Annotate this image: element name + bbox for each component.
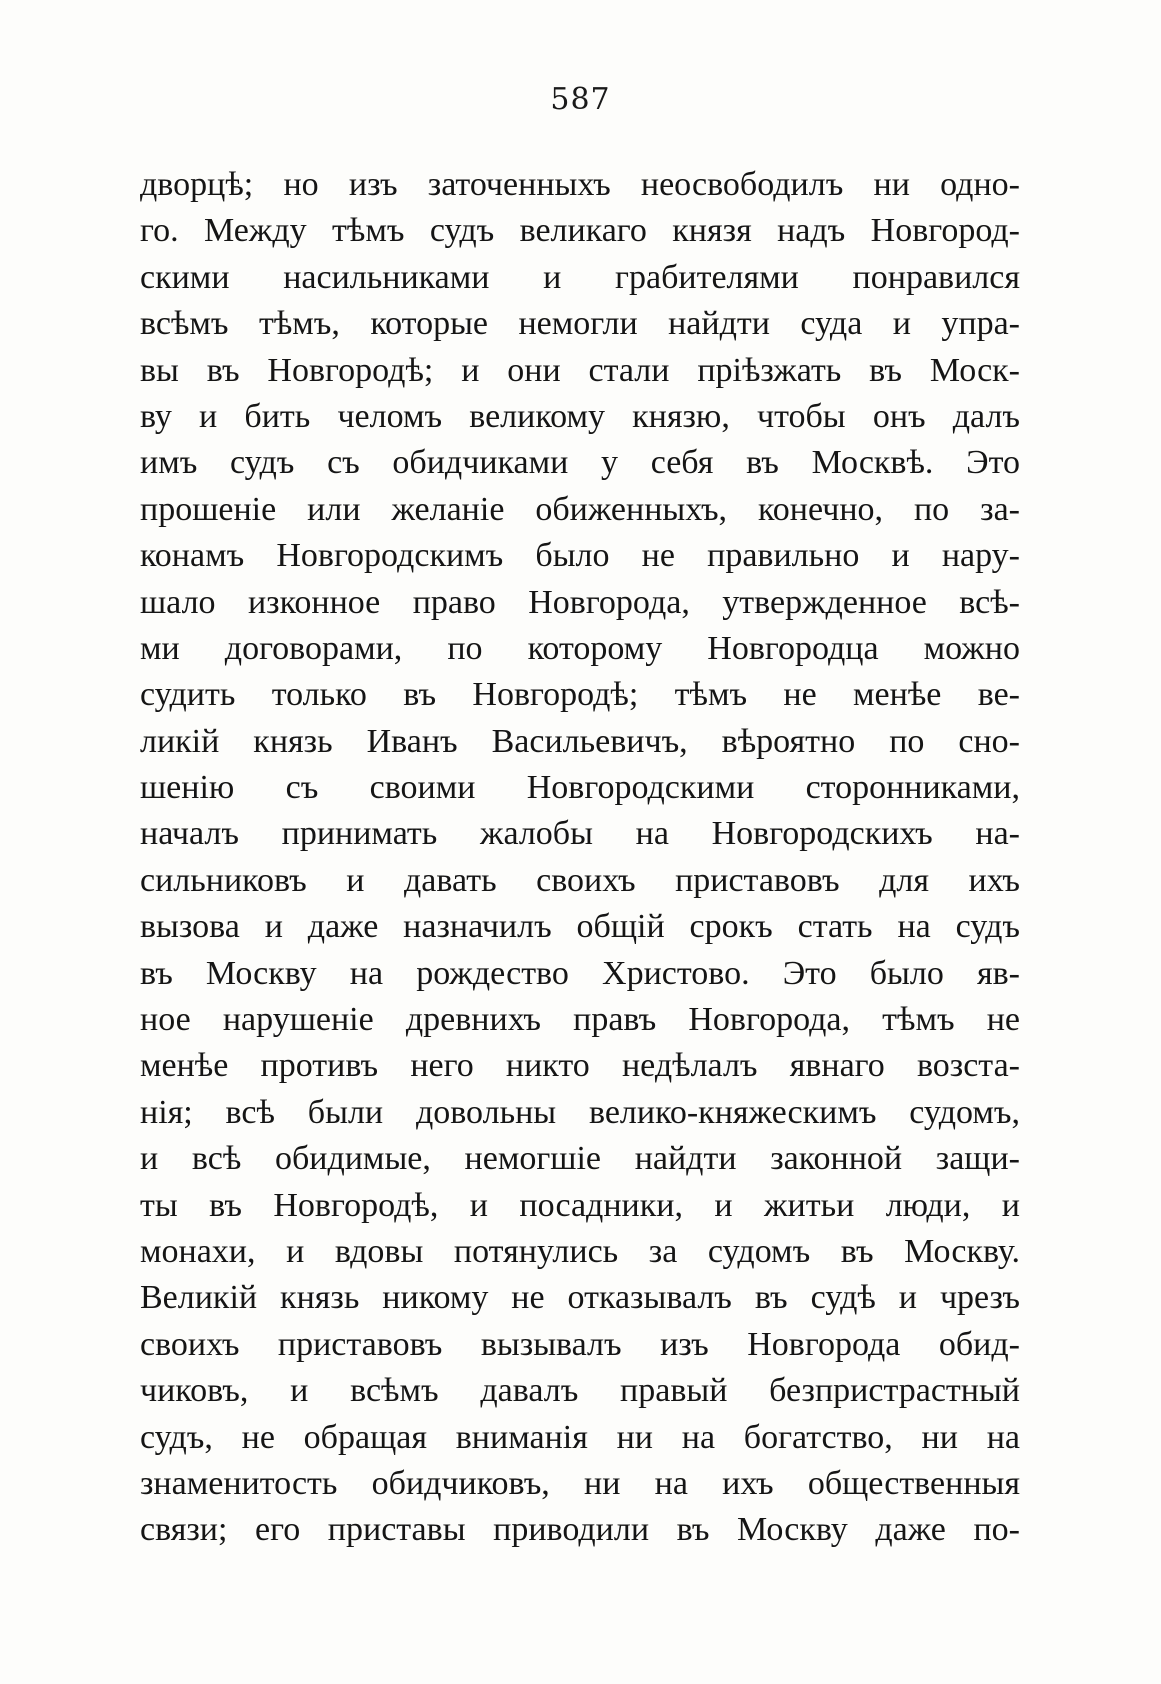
text-line: сильниковъ и давать своихъ приставовъ для ихъ: [140, 861, 1020, 899]
text-line: ликiй князь Иванъ Васильевичъ, вѣроятно по сно-: [140, 722, 1020, 760]
page-number: 587: [550, 82, 611, 117]
text-line: нiя; всѣ были довольны велико-княжескимъ судомъ,: [140, 1093, 1020, 1131]
text-line: и всѣ обидимые, немогшiе найдти законной защи-: [140, 1140, 1020, 1178]
text-line: ты въ Новгородѣ, и посадники, и житьи люди, и: [140, 1186, 1020, 1224]
text-line: прошенiе или желанiе обиженныхъ, конечно, по за-: [140, 490, 1020, 528]
text-line: связи; его приставы приводили въ Москву даже по-: [140, 1511, 1020, 1549]
text-line: шенiю съ своими Новгородскими сторонниками,: [140, 769, 1020, 807]
text-line: монахи, и вдовы потянулись за судомъ въ Москву.: [140, 1232, 1020, 1270]
text-line: имъ судъ съ обидчиками у себя въ Москвѣ. Это: [140, 444, 1020, 482]
text-line: знаменитость обидчиковъ, ни на ихъ общественныя: [140, 1464, 1020, 1502]
text-line: менѣе противъ него никто недѣлалъ явнаго возста-: [140, 1047, 1020, 1085]
body-text: [140, 162, 1020, 1554]
text-line: ное нарушенiе древнихъ правъ Новгорода, тѣмъ не: [140, 1001, 1020, 1039]
text-line: скими насильниками и грабителями понравился: [140, 258, 1020, 296]
text-line: въ Москву на рождество Христово. Это было яв-: [140, 954, 1020, 992]
text-line: Великiй князь никому не отказывалъ въ судѣ и чрезъ: [140, 1279, 1020, 1317]
text-line: своихъ приставовъ вызывалъ изъ Новгорода обид-: [140, 1325, 1020, 1363]
text-line: го. Между тѣмъ судъ великаго князя надъ Новгород-: [140, 212, 1020, 250]
text-line: судить только въ Новгородѣ; тѣмъ не менѣе ве-: [140, 676, 1020, 714]
text-line: чиковъ, и всѣмъ давалъ правый безпристрастный: [140, 1372, 1020, 1410]
text-line: вы въ Новгородѣ; и они стали прiѣзжать въ Моск-: [140, 351, 1020, 389]
text-line: вызова и даже назначилъ общiй срокъ стать на судъ: [140, 908, 1020, 946]
text-line: ми договорами, по которому Новгородца можно: [140, 629, 1020, 667]
text-line: конамъ Новгородскимъ было не правильно и нару-: [140, 537, 1020, 575]
text-line: дворцѣ; но изъ заточенныхъ неосвободилъ ни одно-: [140, 166, 1020, 203]
text-line: ву и бить челомъ великому князю, чтобы онъ далъ: [140, 397, 1020, 435]
text-line: судъ, не обращая вниманiя ни на богатство, ни на: [140, 1418, 1020, 1456]
text-line: началъ принимать жалобы на Новгородскихъ на-: [140, 815, 1020, 853]
text-line: всѣмъ тѣмъ, которые немогли найдти суда и упра-: [140, 305, 1020, 343]
text-line: шало изконное право Новгорода, утвержденное всѣ-: [140, 583, 1020, 621]
